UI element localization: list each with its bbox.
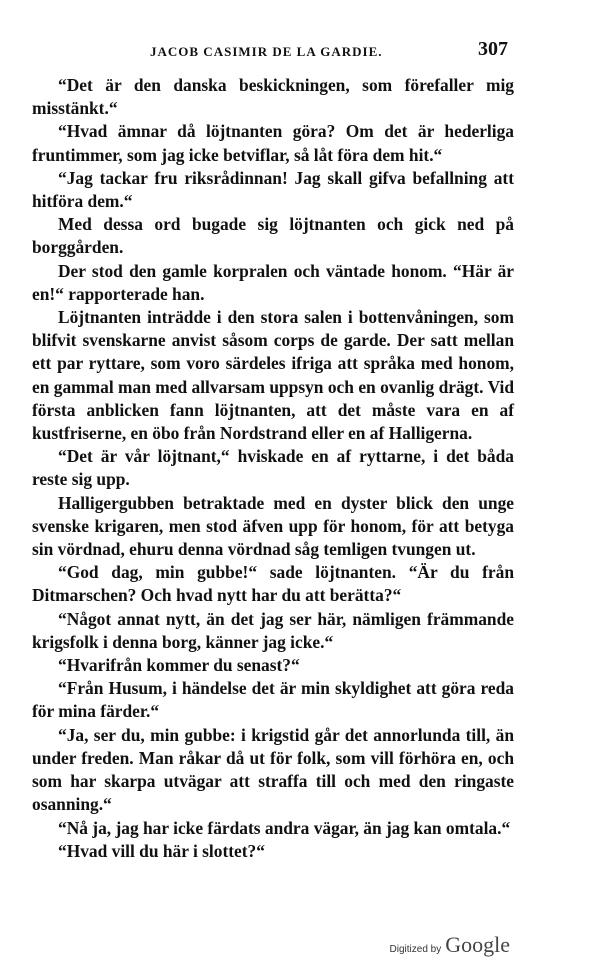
paragraph: “Hvarifrån kommer du senast?“ [58,655,300,676]
paragraph: Der stod den gamle korpralen och väntade honom. “Här är en!“ rapporterade han. [32,260,514,304]
paragraph: “Hvad vill du här i slottet?“ [58,840,265,861]
google-logo-text: Google [445,932,510,957]
running-title: JACOB CASIMIR DE LA GARDIE. [150,44,383,59]
paragraph: Med dessa ord bugade sig löjtnanten och gick ned på borggården. [32,214,514,258]
paragraph: “Hvad ämnar då löjtnanten göra? Om det är hederliga fruntimmer, som jag icke betviflar, så låt föra dem hit.“ [32,121,514,165]
paragraph: “Jag tackar fru riksrådinnan! Jag skall gifva befallning att hitföra dem.“ [32,167,514,212]
running-head [30,38,570,66]
paragraph: “Det är vår löjtnant,“ hviskade en af ryttarne, i det båda reste sig upp. [32,446,514,490]
body-text [32,74,514,863]
paragraph: Löjtnanten inträdde i den stora salen i bottenvåningen, som blifvit svenskarne anvist såsom corps de garde. Der satt mellan ett par ryttare, som voro särdeles ifriga att språka med honom, en gammal man med allvarsam uppsyn och en ovanlig drägt. Vid första anblicken fann löjtnanten, att det måste vara en af kustfriserne, en öbo från Nordstrand eller en af Halligerna. [32,307,514,444]
paragraph: “God dag, min gubbe!“ sade löjtnanten. “Är du från Ditmarschen? Och hvad nytt har du att berätta?“ [32,562,514,606]
digitized-by-label: Digitized by [389,944,442,955]
paragraph: “Något annat nytt, än det jag ser här, nämligen främmande krigsfolk i denna borg, känner jag icke.“ [32,608,514,652]
paragraph: “Nå ja, jag har icke färdats andra vägar, än jag kan omtala.“ [58,817,511,838]
paragraph: Halligergubben betraktade med en dyster blick den unge svenske krigaren, men stod äfven upp för honom, för att betyga sin vördnad, ehuru denna vördnad såg temligen tvungen ut. [32,492,514,560]
page-number: 307 [478,38,508,60]
paragraph: “Det är den danska beskickningen, som förefaller mig misstänkt.“ [32,75,514,119]
digitized-watermark [390,932,510,958]
paragraph: “Ja, ser du, min gubbe: i krigstid går det annorlunda till, än under freden. Man råkar då ut för folk, som vill förhöra en, och som har skarpa utvägar att straffa till och med den ringaste osanning.“ [32,724,514,815]
paragraph: “Från Husum, i händelse det är min skyldighet att göra reda för mina färder.“ [32,678,514,722]
